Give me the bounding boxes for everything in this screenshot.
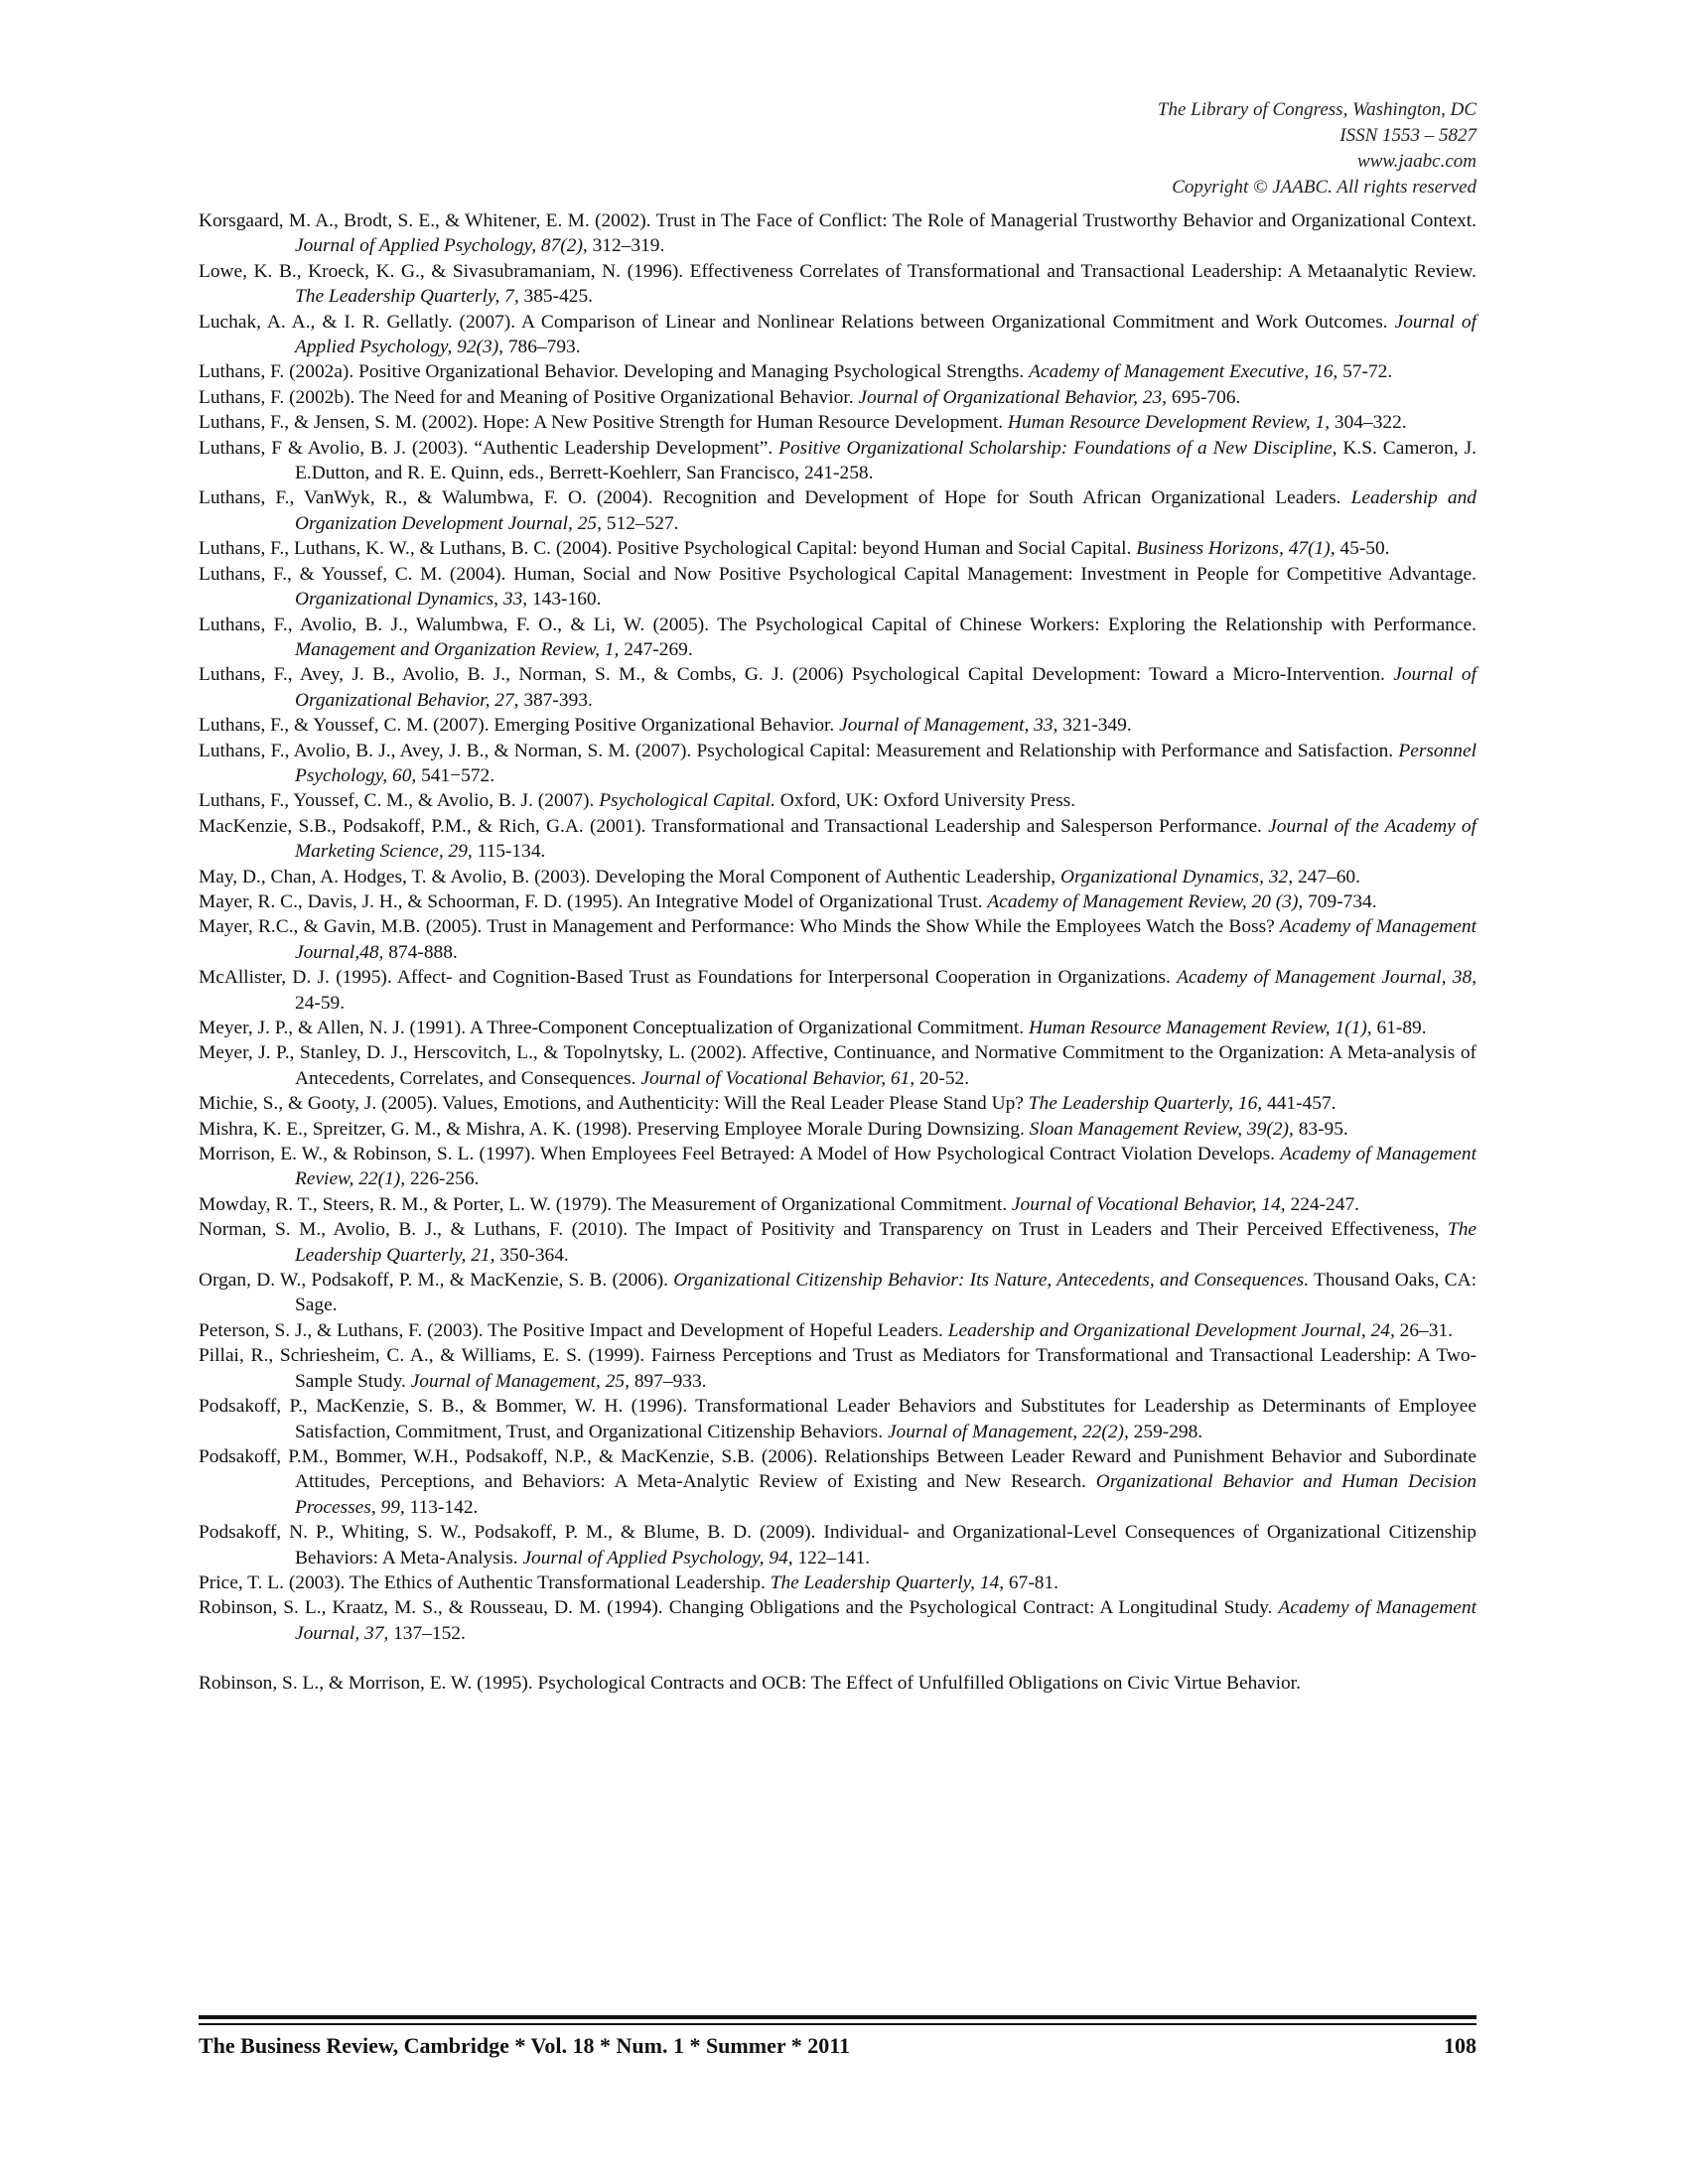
reference-pages: 259-298.: [1128, 1421, 1203, 1442]
reference-pages: 45-50.: [1335, 538, 1390, 560]
reference-text: Mowday, R. T., Steers, R. M., & Porter, L. W. (1979). The Measurement of Organizational Commitment.: [199, 1193, 1012, 1215]
reference-pages: 321-349.: [1057, 715, 1132, 737]
reference-pages: 61-89.: [1371, 1018, 1427, 1038]
reference-text: Meyer, J. P., Stanley, D. J., Herscovitch, L., & Topolnytsky, L. (2002). Affective, Continuance, and Normative Commitment to the Organization: A Meta-analysis of Antecedents, Correlates, and Consequences.: [199, 1042, 1477, 1089]
reference-entry: [199, 914, 1477, 965]
reference-text: Luthans, F. (2002a). Positive Organizational Behavior. Developing and Managing Psychological Strengths.: [199, 361, 1030, 383]
reference-entry: [199, 613, 1477, 663]
reference-source: Human Resource Development Review, 1,: [1007, 412, 1331, 434]
reference-entry: [199, 1671, 1477, 1696]
reference-source: The Leadership Quarterly, 21,: [295, 1219, 1477, 1266]
reference-source: Academy of Management Journal,48,: [295, 916, 1477, 963]
reference-text: Robinson, S. L., & Morrison, E. W. (1995). Psychological Contracts and OCB: The Effect of Unfulfilled Obligations on Civic Virtue Behavior.: [199, 1673, 1301, 1695]
reference-pages: 512–527.: [601, 512, 679, 534]
header-website-line: www.jaabc.com: [1357, 151, 1477, 172]
reference-pages: 122–141.: [792, 1547, 871, 1569]
reference-source: Academy of Management Review, 22(1),: [295, 1144, 1477, 1190]
reference-pages: 143-160.: [527, 589, 602, 611]
reference-pages: 247–60.: [1293, 866, 1360, 887]
reference-pages: 137–152.: [388, 1622, 466, 1644]
reference-source: Academy of Management Journal, 38,: [1177, 967, 1477, 989]
reference-entry: [199, 1343, 1477, 1394]
reference-source: Organizational Dynamics, 32,: [1059, 866, 1294, 887]
reference-entry: [199, 865, 1477, 889]
reference-source: Leadership and Organizational Development Journal, 24,: [947, 1319, 1395, 1341]
footer-journal-info: The Business Review, Cambridge * Vol. 18 * Num. 1 * Summer * 2011: [199, 2033, 850, 2058]
reference-entry: [199, 208, 1477, 259]
reference-pages: 26–31.: [1394, 1319, 1453, 1341]
reference-source: Journal of Management, 22(2),: [887, 1421, 1129, 1442]
reference-source: Organizational Behavior and Human Decision Processes, 99,: [295, 1471, 1477, 1518]
reference-entry: [199, 1444, 1477, 1520]
reference-pages: 57-72.: [1337, 361, 1393, 383]
reference-source: Personnel Psychology, 60,: [295, 740, 1477, 786]
reference-pages: 312–319.: [587, 235, 665, 257]
reference-pages: 874-888.: [383, 941, 458, 963]
reference-text: Luthans, F., & Jensen, S. M. (2002). Hope: A New Positive Strength for Human Resource Development.: [199, 412, 1008, 434]
reference-source: Journal of Applied Psychology, 94,: [522, 1547, 793, 1569]
reference-pages: 226-256.: [405, 1168, 480, 1190]
reference-source: Management and Organization Review, 1,: [295, 638, 620, 660]
reference-source: Organizational Dynamics, 33,: [295, 589, 528, 611]
reference-entry: [199, 536, 1477, 561]
reference-text: Morrison, E. W., & Robinson, S. L. (1997). When Employees Feel Betrayed: A Model of How Psychological Contract Violation Develops.: [199, 1144, 1281, 1165]
reference-text: Mayer, R. C., Davis, J. H., & Schoorman, F. D. (1995). An Integrative Model of Organizational Trust.: [199, 890, 988, 912]
reference-entry: [199, 359, 1477, 384]
reference-source: The Leadership Quarterly, 7,: [295, 286, 519, 308]
reference-text: MacKenzie, S.B., Podsakoff, P.M., & Rich, G.A. (2001). Transformational and Transactional Leadership and Salesperson Performance.: [199, 815, 1269, 837]
reference-source: Journal of Organizational Behavior, 23,: [858, 386, 1168, 408]
page-number: 108: [1444, 2033, 1477, 2058]
reference-entry: [199, 1091, 1477, 1116]
reference-text: Luthans, F., Avolio, B. J., Avey, J. B., & Norman, S. M. (2007). Psychological Capital: Measurement and Relationship with Performance and Satisfaction.: [199, 740, 1399, 761]
reference-entry: [199, 562, 1477, 613]
reference-source: The Leadership Quarterly, 14,: [770, 1571, 1005, 1593]
reference-text: Luthans, F., & Youssef, C. M. (2004). Human, Social and Now Positive Psychological Capital Management: Investment in People for Competitive Advantage.: [199, 563, 1477, 585]
reference-entry: [199, 385, 1477, 410]
reference-pages: 541−572.: [416, 764, 495, 786]
reference-list: [199, 208, 1477, 1697]
reference-entry: [199, 1117, 1477, 1142]
reference-entry: [199, 1217, 1477, 1268]
reference-source: Human Resource Management Review, 1(1),: [1028, 1018, 1372, 1038]
reference-text: Luthans, F., VanWyk, R., & Walumbwa, F. O. (2004). Recognition and Development of Hope for South African Organizational Leaders.: [199, 487, 1351, 509]
reference-entry: [199, 1394, 1477, 1444]
reference-pages: 441-457.: [1262, 1093, 1336, 1115]
reference-text: Lowe, K. B., Kroeck, K. G., & Sivasubramaniam, N. (1996). Effectiveness Correlates of Transformational and Transactional Leadership: A Metaanalytic Review.: [199, 260, 1477, 282]
reference-entry: [199, 1520, 1477, 1570]
reference-pages: 387-393.: [518, 689, 593, 711]
reference-entry: [199, 1192, 1477, 1217]
reference-pages: 695-706.: [1167, 386, 1241, 408]
reference-text: Robinson, S. L., Kraatz, M. S., & Rousseau, D. M. (1994). Changing Obligations and the Psychological Contract: A Longitudinal Study.: [199, 1597, 1279, 1619]
reference-text: Luthans, F., Youssef, C. M., & Avolio, B. J. (2007).: [199, 790, 600, 812]
reference-entry: [199, 1040, 1477, 1091]
reference-text: Luthans, F., Avey, J. B., Avolio, B. J., Norman, S. M., & Combs, G. J. (2006) Psychological Capital Development: Toward a Micro-Intervention.: [199, 664, 1394, 686]
reference-entry: [199, 310, 1477, 360]
reference-text: Mayer, R.C., & Gavin, M.B. (2005). Trust in Management and Performance: Who Minds the Show While the Employees Watch the Boss?: [199, 916, 1281, 938]
reference-entry: [199, 814, 1477, 865]
footer-rule-thick: [199, 2015, 1477, 2019]
header-issn-line: ISSN 1553 – 5827: [1339, 125, 1477, 146]
reference-text: Luthans, F., Avolio, B. J., Walumbwa, F. O., & Li, W. (2005). The Psychological Capital of Chinese Workers: Exploring the Relationship with Performance.: [199, 614, 1477, 635]
reference-pages: K.S. Cameron, J. E.Dutton, and R. E. Quinn, eds., Berrett-Koehlerr, San Francisco, 241-258.: [295, 437, 1477, 484]
reference-text: Pillai, R., Schriesheim, C. A., & Williams, E. S. (1999). Fairness Perceptions and Trust as Mediators for Transformational and Transactional Leadership: A Two-Sample Study.: [199, 1345, 1477, 1392]
reference-entry: [199, 1142, 1477, 1192]
reference-entry: [199, 662, 1477, 713]
page-header: [1158, 97, 1477, 201]
reference-pages: 350-364.: [494, 1244, 569, 1266]
reference-source: Journal of Management, 25,: [410, 1370, 630, 1392]
reference-entry: [199, 410, 1477, 435]
reference-source: Academy of Management Journal, 37,: [295, 1597, 1477, 1644]
reference-source: Journal of Applied Psychology, 92(3),: [295, 311, 1477, 358]
reference-entry: [199, 739, 1477, 789]
reference-pages: 709-734.: [1303, 890, 1377, 912]
reference-text: Organ, D. W., Podsakoff, P. M., & MacKenzie, S. B. (2006).: [199, 1270, 674, 1292]
reference-source: Psychological Capital.: [599, 790, 775, 812]
reference-source: Business Horizons, 47(1),: [1136, 538, 1336, 560]
reference-source: Journal of Vocational Behavior, 61,: [640, 1067, 915, 1089]
reference-pages: 304–322.: [1330, 412, 1407, 434]
reference-entry: [199, 436, 1477, 486]
reference-source: Journal of the Academy of Marketing Science, 29,: [295, 815, 1477, 863]
reference-source: Sloan Management Review, 39(2),: [1029, 1118, 1294, 1140]
reference-source: Journal of Organizational Behavior, 27,: [295, 664, 1477, 711]
reference-pages: 67-81.: [1004, 1571, 1059, 1593]
reference-pages: 786–793.: [503, 337, 581, 358]
reference-entry: [199, 1570, 1477, 1595]
reference-entry: [199, 1016, 1477, 1040]
reference-source: Academy of Management Executive, 16,: [1029, 361, 1338, 383]
reference-source: Organizational Citizenship Behavior: Its Nature, Antecedents, and Consequences.: [673, 1270, 1310, 1292]
reference-pages: 115-134.: [472, 841, 546, 863]
footer-rule-thin: [199, 2023, 1477, 2025]
reference-text: May, D., Chan, A. Hodges, T. & Avolio, B. (2003). Developing the Moral Component of Authentic Leadership,: [199, 866, 1060, 887]
reference-source: Leadership and Organization Development Journal, 25,: [295, 487, 1477, 534]
reference-text: Luthans, F. (2002b). The Need for and Meaning of Positive Organizational Behavior.: [199, 386, 859, 408]
reference-text: McAllister, D. J. (1995). Affect- and Cognition-Based Trust as Foundations for Interpersonal Cooperation in Organizations.: [199, 967, 1178, 989]
reference-pages: 83-95.: [1293, 1118, 1348, 1140]
reference-text: Podsakoff, N. P., Whiting, S. W., Podsakoff, P. M., & Blume, B. D. (2009). Individual- and Organizational-Level Consequences of Organizational Citizenship Behaviors: A Meta-Analysis.: [199, 1522, 1477, 1569]
reference-text: Luthans, F., & Youssef, C. M. (2007). Emerging Positive Organizational Behavior.: [199, 715, 840, 737]
reference-text: Meyer, J. P., & Allen, N. J. (1991). A Three-Component Conceptualization of Organizational Commitment.: [199, 1018, 1029, 1038]
reference-entry: [199, 1268, 1477, 1318]
reference-entry: [199, 965, 1477, 1016]
header-copyright-line: Copyright © JAABC. All rights reserved: [1172, 177, 1477, 198]
reference-entry: [199, 259, 1477, 310]
reference-text: Michie, S., & Gooty, J. (2005). Values, Emotions, and Authenticity: Will the Real Leader Please Stand Up?: [199, 1093, 1029, 1115]
reference-source: Journal of Applied Psychology, 87(2),: [295, 235, 588, 257]
reference-pages: 247-269.: [619, 638, 693, 660]
reference-text: Podsakoff, P., MacKenzie, S. B., & Bommer, W. H. (1996). Transformational Leader Behaviors and Substitutes for Leadership as Determinants of Employee Satisfaction, Commitment, Trust, and Organizational Citizenship Behaviors.: [199, 1396, 1477, 1442]
reference-source: Journal of Management, 33,: [839, 715, 1058, 737]
reference-entry: [199, 1318, 1477, 1343]
reference-pages: 385-425.: [518, 286, 594, 308]
reference-pages: 224-247.: [1285, 1193, 1359, 1215]
reference-entry: [199, 889, 1477, 914]
page-footer: [199, 2033, 1477, 2059]
reference-pages: 897–933.: [629, 1370, 707, 1392]
reference-source: Journal of Vocational Behavior, 14,: [1011, 1193, 1286, 1215]
reference-text: Korsgaard, M. A., Brodt, S. E., & Whitener, E. M. (2002). Trust in The Face of Conflict: The Role of Managerial Trustworthy Behavior and Organizational Context.: [199, 210, 1477, 231]
reference-text: Podsakoff, P.M., Bommer, W.H., Podsakoff, N.P., & MacKenzie, S.B. (2006). Relationships Between Leader Reward and Punishment Behavior and Subordinate Attitudes, Perceptions, and Behaviors: A Meta-Analytic Review of Existing and New Research.: [199, 1445, 1477, 1493]
reference-text: Mishra, K. E., Spreitzer, G. M., & Mishra, A. K. (1998). Preserving Employee Morale During Downsizing.: [199, 1118, 1030, 1140]
reference-text: Price, T. L. (2003). The Ethics of Authentic Transformational Leadership.: [199, 1571, 771, 1593]
reference-source: Academy of Management Review, 20 (3),: [987, 890, 1304, 912]
reference-entry: [199, 1595, 1477, 1646]
reference-text: Peterson, S. J., & Luthans, F. (2003). The Positive Impact and Development of Hopeful Leaders.: [199, 1319, 948, 1341]
reference-text: Norman, S. M., Avolio, B. J., & Luthans, F. (2010). The Impact of Positivity and Transparency on Trust in Leaders and Their Perceived Effectiveness,: [199, 1219, 1448, 1241]
reference-pages: 24-59.: [295, 992, 346, 1014]
reference-source: The Leadership Quarterly, 16,: [1028, 1093, 1263, 1115]
reference-entry: [199, 485, 1477, 536]
reference-pages: 20-52.: [914, 1067, 970, 1089]
reference-source: Positive Organizational Scholarship: Foundations of a New Discipline,: [778, 437, 1337, 459]
reference-pages: Thousand Oaks, CA: Sage.: [295, 1270, 1477, 1316]
reference-text: Luchak, A. A., & I. R. Gellatly. (2007). A Comparison of Linear and Nonlinear Relations between Organizational Commitment and Work Outcomes.: [199, 311, 1395, 333]
reference-entry: [199, 788, 1477, 813]
header-library-line: The Library of Congress, Washington, DC: [1157, 99, 1477, 120]
reference-text: Luthans, F & Avolio, B. J. (2003). “Authentic Leadership Development”.: [199, 437, 779, 459]
reference-pages: Oxford, UK: Oxford University Press.: [774, 790, 1076, 812]
reference-pages: 113-142.: [404, 1496, 479, 1518]
reference-entry: [199, 713, 1477, 738]
reference-text: Luthans, F., Luthans, K. W., & Luthans, B. C. (2004). Positive Psychological Capital: beyond Human and Social Capital.: [199, 538, 1137, 560]
